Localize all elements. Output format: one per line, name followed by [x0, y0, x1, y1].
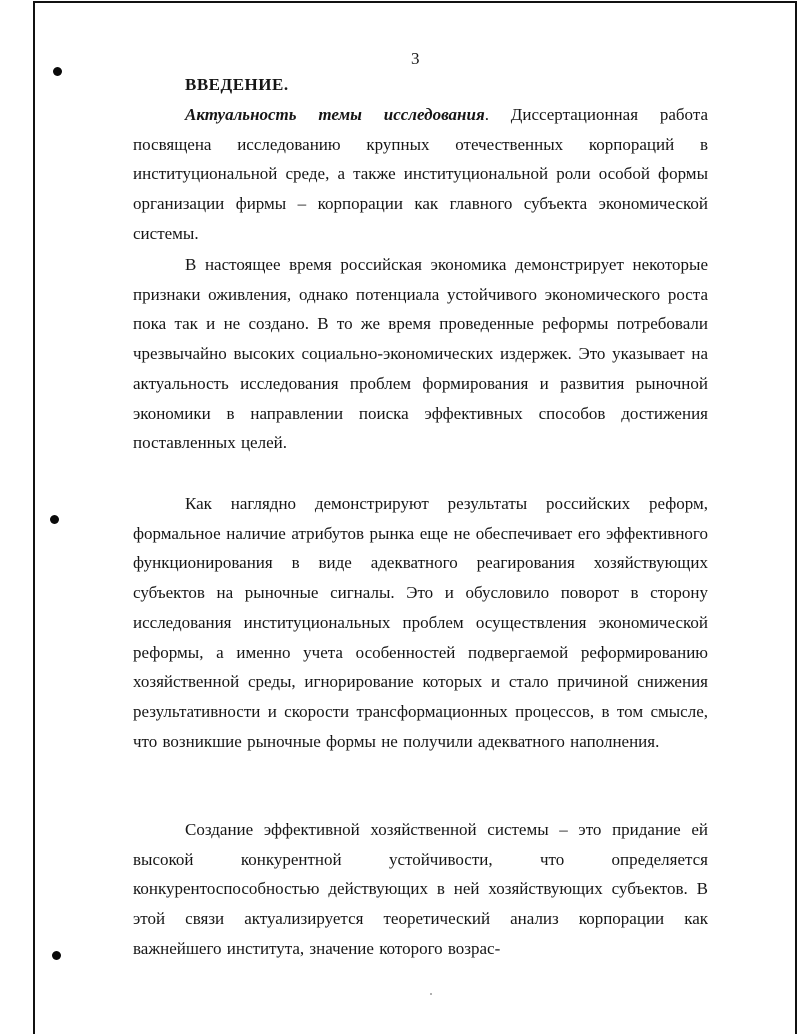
binder-hole-middle — [50, 515, 59, 524]
paragraph-economy: В настоящее время российская экономика демонстрирует некоторые признаки оживления, однако потенциала устойчивого экономического роста пока так и не создано. В то же время проведенные реформы потребовали чрезвычайно высоких социально-экономических издержек. Это указывает на актуальность исследования проблем формирования и развития рыночной экономики в направлении поиска эффективных способов достижения поставленных целей. — [133, 255, 708, 453]
paragraph-system: Создание эффективной хозяйственной системы – это придание ей высокой конкурентной устойчивости, что определяется конкурентоспособностью действующих в ней хозяйствующих субъектов. В этой связи актуализируется теоретический анализ корпорации как важнейшего института, значение которого возрас- — [133, 820, 708, 958]
binder-hole-top — [53, 67, 62, 76]
paragraph-reforms: Как наглядно демонстрируют результаты российских реформ, формальное наличие атрибутов рынка еще не обеспечивает его эффективного функционирования в виде адекватного реагирования хозяйствующих субъектов на рыночные сигналы. Это и обусловило поворот в сторону исследования институциональных проблем осуществления экономической реформы, а именно учета особенностей подвергаемой реформированию хозяйственной среды, игнорирование которых и стало причиной снижения результативности и скорости трансформационных процессов, в том смысле, что возникшие рыночные формы не получили адекватного наполнения. — [133, 494, 708, 751]
binder-hole-bottom — [52, 951, 61, 960]
relevance-text: . Диссертационная работа посвящена исследованию крупных отечественных корпораций в институциональной среде, а также институциональной роли особой формы организации фирмы – корпорации как главного субъекта экономической системы. — [133, 105, 708, 243]
page-number: 3 — [411, 49, 420, 68]
scan-border-left — [33, 1, 35, 1034]
scan-border-right — [795, 1, 797, 1034]
paragraph-relevance — [133, 100, 708, 249]
section-heading: ВВЕДЕНИЕ. — [185, 75, 289, 94]
scan-speck — [430, 993, 432, 995]
scan-border-top — [33, 1, 797, 3]
relevance-lead: Актуальность темы исследования — [185, 105, 485, 124]
